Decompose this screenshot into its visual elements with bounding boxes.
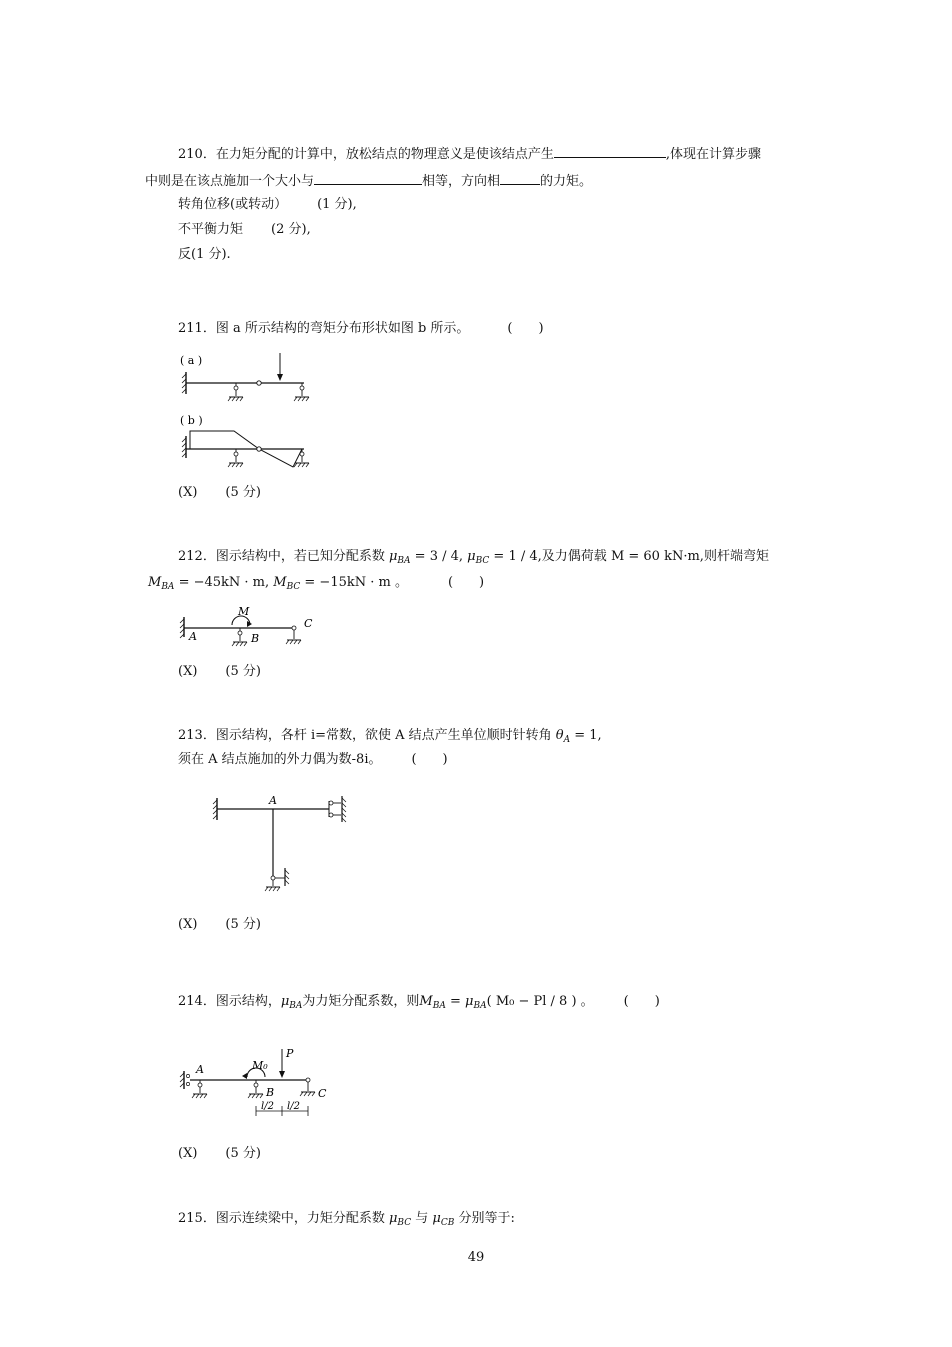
q211-fig-b-label: ( b ) bbox=[180, 414, 203, 427]
q212-m-ba-val: = −45kN · m, bbox=[174, 575, 270, 590]
q214-formula-m-sub: BA bbox=[432, 1001, 446, 1011]
q211-fig-a-label: ( a ) bbox=[180, 354, 203, 367]
q214-mu: μ bbox=[280, 994, 290, 1009]
q210-text-d: 相等，方向相 bbox=[422, 174, 501, 189]
q211-paren: ( ) bbox=[507, 321, 544, 336]
q214-label-b: B bbox=[266, 1086, 275, 1099]
q212-m-bc-sub: BC bbox=[286, 582, 301, 592]
q214-label-m0: M₀ bbox=[252, 1059, 268, 1072]
q211-figure-a bbox=[176, 350, 326, 410]
q212-line-2 bbox=[148, 574, 484, 592]
page-number: 49 bbox=[467, 1250, 485, 1265]
q212-answer-mark: (X) bbox=[178, 664, 198, 679]
q212-figure bbox=[176, 603, 336, 653]
q212-text-a: 212．图示结构中，若已知分配系数 bbox=[178, 549, 385, 564]
q213-answer-mark: (X) bbox=[178, 917, 198, 932]
q212-mu-bc: μ bbox=[467, 549, 476, 564]
q213-theta: θ bbox=[555, 728, 564, 743]
q213-theta-val: = 1, bbox=[570, 728, 602, 743]
q212-m-ba-sub: BA bbox=[161, 582, 175, 592]
q214-formula-rest: ( M₀ − Pl / 8 ) 。 bbox=[486, 994, 594, 1009]
q214-text-a: 214．图示结构， bbox=[178, 994, 281, 1009]
q213-score: (5 分) bbox=[225, 917, 261, 932]
q215-statement bbox=[178, 1210, 515, 1228]
q213-text-b: 须在 A 结点施加的外力偶为数-8i。 bbox=[178, 752, 382, 767]
q210-answer-1 bbox=[178, 196, 357, 214]
q214-formula-m: M bbox=[419, 994, 433, 1009]
q213-label-a: A bbox=[269, 794, 277, 807]
q215-mu-1-sub: BC bbox=[397, 1218, 412, 1228]
q214-answer bbox=[178, 1145, 261, 1163]
q210-answer-2 bbox=[178, 221, 311, 239]
q210-text-e: 的力矩。 bbox=[540, 174, 593, 189]
q214-label-p: P bbox=[286, 1047, 294, 1060]
q212-label-a: A bbox=[189, 630, 197, 643]
q213-theta-sub: A bbox=[563, 735, 571, 745]
q212-label-m: M bbox=[238, 605, 250, 618]
q210-answer-2-text: 不平衡力矩 bbox=[178, 222, 244, 237]
q213-figure bbox=[205, 790, 365, 900]
q212-mu-ba-val: = 3 / 4, bbox=[410, 549, 464, 564]
q214-dim-2: l/2 bbox=[287, 1101, 300, 1112]
q212-mu-ba-sub: BA bbox=[397, 556, 411, 566]
q210-text-c: 中则是在该点施加一个大小与 bbox=[145, 174, 315, 189]
q214-label-a: A bbox=[196, 1063, 204, 1076]
q214-statement bbox=[178, 993, 660, 1011]
q210-blank-1 bbox=[554, 144, 666, 158]
q214-formula-mu-sub: BA bbox=[473, 1001, 487, 1011]
q215-mu-2-sub: CB bbox=[440, 1218, 455, 1228]
q214-dim-1: l/2 bbox=[261, 1101, 274, 1112]
q215-text-b: 与 bbox=[415, 1211, 429, 1226]
q210-answer-3-text: 反(1 分). bbox=[178, 247, 231, 262]
q213-line-2 bbox=[178, 751, 448, 769]
q212-text-c: 则杆端弯矩 bbox=[703, 549, 769, 564]
q210-answer-2-score: (2 分), bbox=[271, 222, 311, 237]
q212-label-c: C bbox=[304, 617, 313, 630]
q212-text-b: 及力偶荷载 bbox=[541, 549, 607, 564]
q215-mu-2: μ bbox=[432, 1211, 441, 1226]
q215-mu-1: μ bbox=[388, 1211, 398, 1226]
q210-line-1 bbox=[178, 144, 761, 164]
q211-text: 211．图 a 所示结构的弯矩分布形状如图 b 所示。 bbox=[178, 321, 470, 336]
q211-score: (5 分) bbox=[225, 485, 261, 500]
q213-answer bbox=[178, 916, 261, 934]
q214-paren: ( ) bbox=[623, 994, 660, 1009]
q214-figure bbox=[176, 1043, 346, 1123]
q210-text-b: ,体现在计算步骤 bbox=[665, 147, 761, 162]
q214-label-c: C bbox=[318, 1087, 327, 1100]
q214-mu-sub: BA bbox=[289, 1001, 303, 1011]
q212-label-b: B bbox=[251, 632, 260, 645]
q213-text-a: 213．图示结构，各杆 i=常数，欲使 A 结点产生单位顺时针转角 bbox=[178, 728, 552, 743]
q215-text-c: 分别等于: bbox=[458, 1211, 515, 1226]
q214-answer-mark: (X) bbox=[178, 1146, 198, 1161]
q212-mu-bc-sub: BC bbox=[475, 556, 490, 566]
q210-answer-1-text: 转角位移(或转动） bbox=[178, 197, 288, 212]
q210-text-a: 210．在力矩分配的计算中，放松结点的物理意义是使该结点产生 bbox=[178, 147, 554, 162]
q214-formula-eq: = bbox=[445, 994, 466, 1009]
q212-m-bc-val: = −15kN · m 。 bbox=[300, 575, 408, 590]
q212-m-load: M = 60 kN·m, bbox=[610, 549, 704, 564]
q212-m-bc: M bbox=[273, 575, 287, 590]
q214-formula-mu: μ bbox=[465, 994, 474, 1009]
q211-answer bbox=[178, 484, 261, 502]
q210-answer-3 bbox=[178, 246, 231, 264]
q210-blank-3 bbox=[500, 171, 540, 185]
q212-paren: ( ) bbox=[447, 575, 485, 590]
q213-line-1 bbox=[178, 727, 602, 745]
q212-answer bbox=[178, 663, 261, 681]
q213-paren: ( ) bbox=[411, 752, 448, 767]
q210-line-2 bbox=[145, 171, 592, 191]
q212-m-ba: M bbox=[148, 575, 162, 590]
q211-answer-mark: (X) bbox=[178, 485, 198, 500]
q211-statement bbox=[178, 320, 544, 338]
q214-score: (5 分) bbox=[225, 1146, 261, 1161]
q212-score: (5 分) bbox=[225, 664, 261, 679]
q212-line-1 bbox=[178, 548, 769, 566]
q214-text-b: 为力矩分配系数，则 bbox=[302, 994, 420, 1009]
q212-mu-ba: μ bbox=[388, 549, 398, 564]
q210-blank-2 bbox=[314, 171, 422, 185]
q215-text-a: 215．图示连续梁中，力矩分配系数 bbox=[178, 1211, 385, 1226]
q210-answer-1-score: (1 分), bbox=[317, 197, 357, 212]
q212-mu-bc-val: = 1 / 4, bbox=[489, 549, 542, 564]
q211-figure-b bbox=[176, 410, 326, 470]
